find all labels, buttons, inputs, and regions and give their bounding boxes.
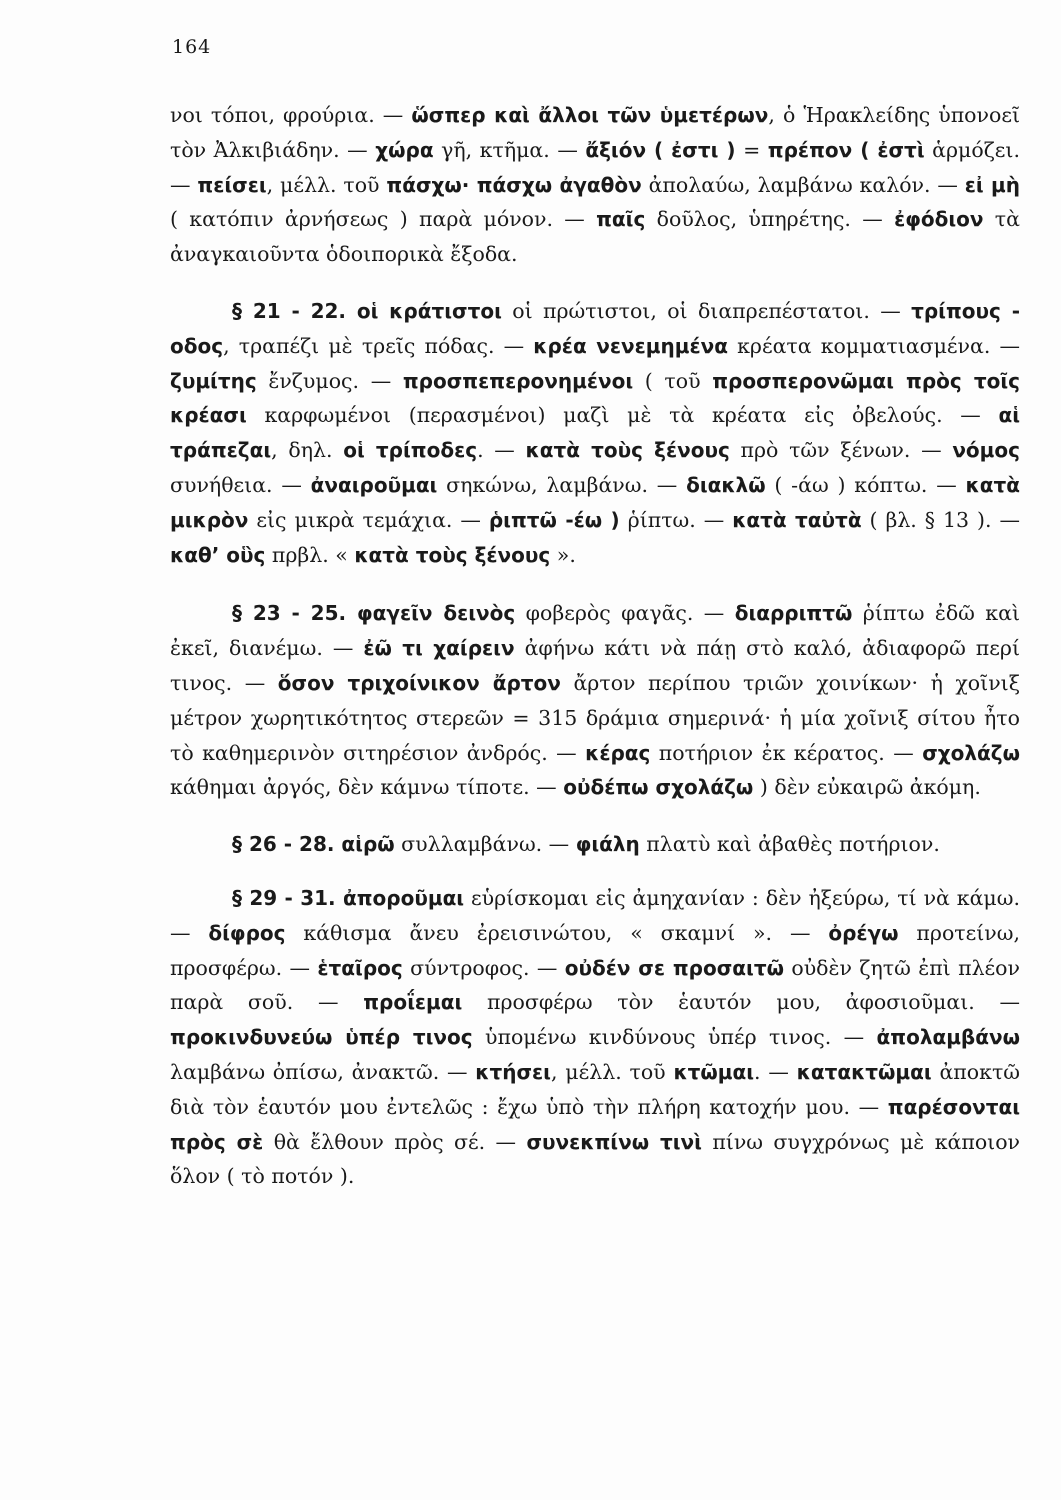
gloss-text: ἁρμόζει. — xyxy=(170,137,1020,197)
glossary-headword: προσπεπερονημένοι xyxy=(402,368,634,393)
glossary-headword: χώρα xyxy=(375,137,434,162)
gloss-text: ῥίπτω. — xyxy=(619,507,733,532)
glossary-headword: ῥιπτῶ -έω ) xyxy=(488,507,620,532)
glossary-headword: συνεκπίνω τινὶ xyxy=(526,1129,702,1154)
glossary-headword: διαρριπτῶ xyxy=(734,601,853,626)
glossary-headword: ἐφόδιον xyxy=(894,207,984,232)
gloss-text: φοβερὸς φαγᾶς. — xyxy=(515,601,735,626)
gloss-text: προσφέρω τὸν ἑαυτόν μου, ἀφοσιοῦμαι. — xyxy=(462,990,1020,1015)
glossary-headword: κτήσει xyxy=(475,1059,551,1084)
gloss-text: ποτήριον ἐκ κέρατος. — xyxy=(650,740,923,765)
glossary-headword: κατὰ μικρὸν xyxy=(170,472,1020,532)
glossary-headword: πάσχω· πάσχω ἀγαθὸν xyxy=(386,172,642,197)
gloss-text: σύντροφος. — xyxy=(402,955,565,980)
gloss-text: κάθημαι ἀργός, δὲν κάμνω τίποτε. — xyxy=(170,775,564,800)
glossary-headword: προσπερονῶμαι πρὸς τοῖς κρέασι xyxy=(170,368,1021,428)
paragraph-gap xyxy=(170,572,1020,596)
gloss-text: τὰ ἀναγκαιοῦντα ὁδοιπορικὰ ἔξοδα. xyxy=(170,207,1020,267)
gloss-text: σηκώνω, λαμβάνω. — xyxy=(437,472,687,497)
gloss-text: θὰ ἔλθουν πρὸς σέ. — xyxy=(263,1129,527,1154)
gloss-text: ἀποκτῶ διὰ τὸν ἑαυτόν μου ἐντελῶς : ἔχω ὑπὸ τὴν πλήρη κατοχήν μου. — xyxy=(170,1059,1020,1119)
gloss-text: . — xyxy=(477,438,526,463)
paragraph xyxy=(170,827,1020,862)
glossary-headword: ἀπολαμβάνω xyxy=(876,1025,1020,1050)
section-reference: § 29 - 31. xyxy=(232,885,343,910)
paragraph xyxy=(170,98,1020,272)
section-reference: § 26 - 28. xyxy=(232,832,342,857)
glossary-headword: καθ’ οὓς xyxy=(170,542,266,567)
gloss-text: εὑρίσκομαι εἰς ἀμηχανίαν : δὲν ἠξεύρω, τί νὰ κάμω. — xyxy=(170,885,1020,945)
glossary-headword: ζυμίτης xyxy=(170,368,257,393)
glossary-headword: ἑταῖρος xyxy=(317,955,403,980)
gloss-text: ἔνζυμος. — xyxy=(256,368,403,393)
glossary-headword: δίφρος xyxy=(208,920,286,945)
gloss-text: , μέλλ. τοῦ xyxy=(266,172,387,197)
glossary-headword: ἄξιόν ( ἐστι ) xyxy=(585,137,736,162)
glossary-headword: κέρας xyxy=(585,740,651,765)
glossary-headword: πρέπον ( ἐστὶ xyxy=(767,137,925,162)
paragraph-gap xyxy=(170,805,1020,827)
glossary-headword: διακλῶ xyxy=(686,472,766,497)
gloss-text: , τραπέζι μὲ τρεῖς πόδας. — xyxy=(223,333,534,358)
glossary-headword: τρίπους - οδος xyxy=(170,298,1020,358)
gloss-text: ἄρτον περίπου τριῶν χοινίκων· ἡ χοῖνιξ μέτρον χωρητικότητος στερεῶν = 315 δράμια σημερινά· ἡ μία χοῖνιξ σίτου ἦτο τὸ καθημερινὸν σιτηρέσιον ἀνδρός. — xyxy=(170,670,1020,765)
gloss-text: ὑπομένω κινδύνους ὑπέρ τινος. — xyxy=(472,1025,877,1050)
glossary-headword: κατὰ τοὺς ξένους xyxy=(354,542,551,567)
paragraph-gap xyxy=(170,862,1020,881)
gloss-text: , δηλ. xyxy=(271,438,344,463)
gloss-text: προτείνω, προσφέρω. — xyxy=(170,920,1020,980)
glossary-headword: φιάλη xyxy=(575,832,640,857)
gloss-text: πίνω συγχρόνως μὲ κάποιον ὅλον ( τὸ ποτόν ). xyxy=(170,1129,1021,1189)
gloss-text: λαμβάνω ὀπίσω, ἀνακτῶ. — xyxy=(170,1059,476,1084)
page-body xyxy=(170,98,1020,1194)
glossary-headword: κατὰ ταὐτὰ xyxy=(732,507,862,532)
gloss-text: νοι τόποι, φρούρια. — xyxy=(170,103,412,127)
gloss-text: ( -άω ) κόπτω. — xyxy=(765,472,966,497)
glossary-headword: αἱ τράπεζαι xyxy=(170,403,1020,463)
gloss-text: ῥίπτω ἐδῶ καὶ ἐκεῖ, διανέμω. — xyxy=(170,601,1020,661)
gloss-text: δοῦλος, ὑπηρέτης. — xyxy=(645,207,895,232)
gloss-text: ( κατόπιν ἀρνήσεως ) παρὰ μόνον. — xyxy=(170,207,597,232)
glossary-headword: κατακτῶμαι xyxy=(796,1059,932,1084)
gloss-text: οὐδὲν ζητῶ ἐπὶ πλέον παρὰ σοῦ. — xyxy=(170,955,1020,1015)
gloss-text: . — xyxy=(754,1059,797,1084)
gloss-text: ( τοῦ xyxy=(633,368,713,393)
glossary-headword: κτῶμαι xyxy=(673,1059,755,1084)
gloss-text: κάθισμα ἄνευ ἐρεισινώτου, « σκαμνί ». — xyxy=(285,920,829,945)
gloss-text: , μέλλ. τοῦ xyxy=(550,1059,674,1084)
glossary-headword: ἐῶ τι χαίρειν xyxy=(363,636,515,661)
glossary-headword: πείσει xyxy=(197,172,267,197)
glossary-headword: προκινδυνεύω ὑπέρ τινος xyxy=(170,1025,473,1050)
glossary-headword: νόμος xyxy=(952,438,1020,463)
glossary-headword: σχολάζω xyxy=(922,740,1020,765)
page-number: 164 xyxy=(172,36,212,58)
gloss-text: πρβλ. « xyxy=(265,542,355,567)
glossary-headword: κρέα νενεμημένα xyxy=(533,333,728,358)
glossary-headword: προΐεμαι xyxy=(363,990,463,1015)
glossary-headword: οὐδέπω σχολάζω xyxy=(563,775,754,800)
glossary-headword: ἀποροῦμαι xyxy=(342,885,465,910)
glossary-headword: οἱ κράτιστοι xyxy=(356,298,502,323)
gloss-text: καρφωμένοι (περασμένοι) μαζὶ μὲ τὰ κρέατα εἰς ὀβελούς. — xyxy=(246,403,999,428)
gloss-text: κρέατα κομματιασμένα. — xyxy=(727,333,1021,358)
glossary-headword: εἰ μὴ xyxy=(964,172,1020,197)
paragraph xyxy=(170,294,1020,572)
gloss-text: γῆ, κτῆμα. — xyxy=(433,137,586,162)
glossary-headword: φαγεῖν δεινὸς xyxy=(356,601,516,626)
gloss-text: , ὁ Ἡρακλείδης ὑπονοεῖ τὸν Ἀλκιβιάδην. — xyxy=(170,103,1020,162)
gloss-text: ἀφήνω κάτι νὰ πάῃ στὸ καλό, ἀδιαφορῶ περί τινος. — xyxy=(170,636,1020,695)
glossary-headword: οἱ τρίποδες xyxy=(343,438,478,463)
paragraph xyxy=(170,596,1020,805)
section-reference: § 23 - 25. xyxy=(232,601,357,626)
gloss-text: ἀπολαύω, λαμβάνω καλόν. — xyxy=(641,172,965,197)
glossary-headword: οὐδέν σε προσαιτῶ xyxy=(564,955,784,980)
gloss-text: συλλαμβάνω. — xyxy=(394,832,576,857)
section-reference: § 21 - 22. xyxy=(232,298,357,323)
gloss-text: συνήθεια. — xyxy=(170,472,311,497)
glossary-headword: παῖς xyxy=(596,207,646,232)
paragraph xyxy=(170,881,1020,1194)
glossary-headword: κατὰ τοὺς ξένους xyxy=(525,438,730,463)
gloss-text: ( βλ. § 13 ). — xyxy=(861,507,1020,532)
gloss-text: πλατὺ καὶ ἀβαθὲς ποτήριον. xyxy=(639,832,940,857)
glossary-headword: αἱρῶ xyxy=(341,832,395,857)
glossary-headword: ὀρέγω xyxy=(828,920,899,945)
glossary-headword: ὅσον τριχοίνικον ἄρτον xyxy=(277,670,561,695)
paragraph-gap xyxy=(170,272,1020,294)
gloss-text: ». xyxy=(550,542,576,567)
gloss-text: = xyxy=(735,137,768,162)
glossary-headword: ἀναιροῦμαι xyxy=(310,472,438,497)
gloss-text: πρὸ τῶν ξένων. — xyxy=(729,438,953,463)
gloss-text: ) δὲν εὐκαιρῶ ἀκόμη. xyxy=(753,775,981,800)
glossary-headword: παρέσονται πρὸς σὲ xyxy=(170,1094,1020,1154)
glossary-headword: ὥσπερ καὶ ἄλλοι τῶν ὑμετέρων xyxy=(411,103,769,127)
gloss-text: εἰς μικρὰ τεμάχια. — xyxy=(248,507,489,532)
gloss-text: οἱ πρώτιστοι, οἱ διαπρεπέστατοι. — xyxy=(501,298,912,323)
